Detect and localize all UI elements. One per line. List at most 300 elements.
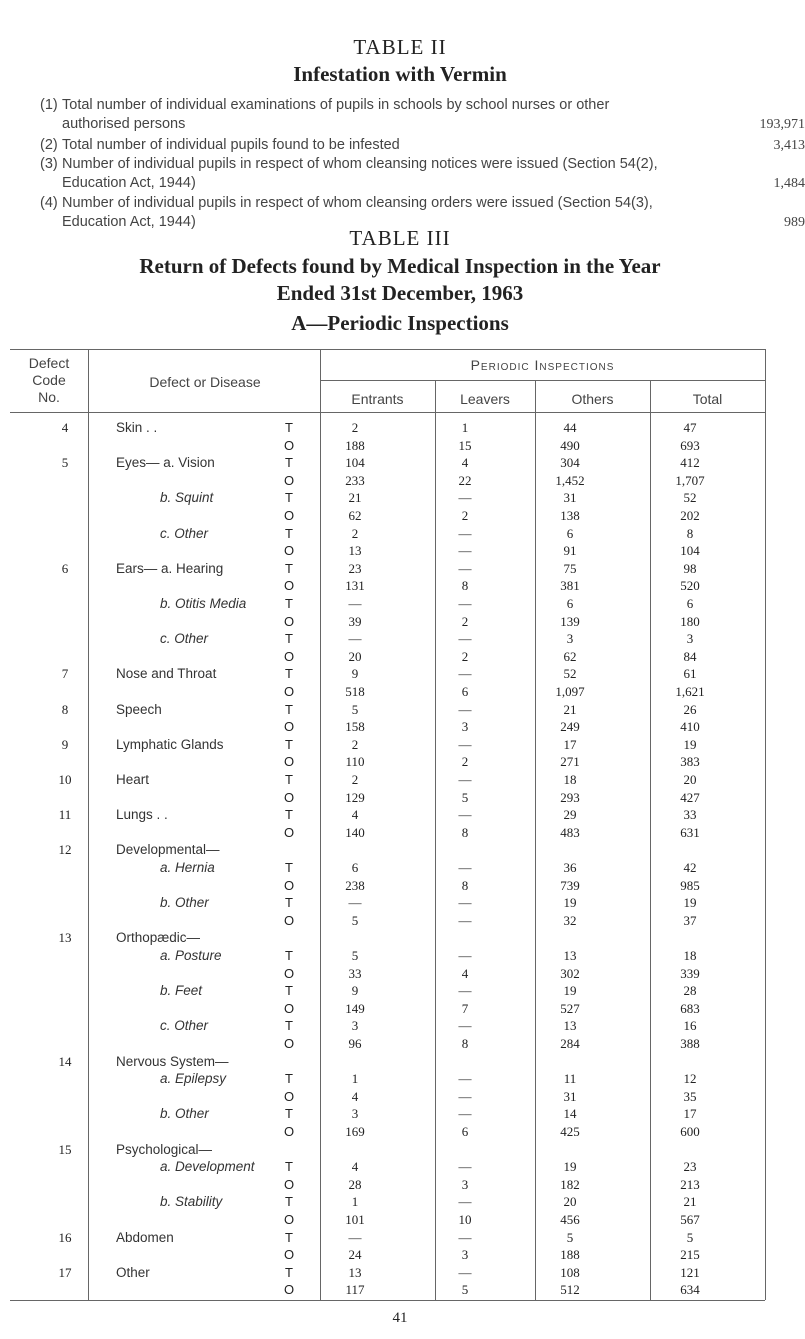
leavers-value: —: [458, 543, 472, 559]
leavers-value: —: [458, 1159, 472, 1175]
type-marker: T: [285, 772, 293, 787]
total-value: 21: [683, 1194, 697, 1210]
header-code-3: No.: [38, 389, 60, 405]
defect-code: 8: [61, 701, 69, 717]
type-marker: O: [283, 543, 295, 559]
total-value: 202: [680, 508, 700, 523]
total-value: 600: [680, 1124, 700, 1139]
table-row: [0, 965, 800, 983]
total-value: 1,621: [675, 684, 705, 699]
leavers-value: 10: [458, 1212, 472, 1227]
entrants-value: 158: [345, 719, 365, 735]
others-value: 14: [563, 1106, 577, 1122]
defect-label: Nose and Throat: [116, 666, 217, 682]
leavers-value: —: [458, 895, 472, 911]
type-marker: T: [285, 1264, 293, 1280]
table-row: [0, 419, 800, 437]
leavers-value: —: [458, 490, 472, 506]
table-row: [0, 1281, 800, 1299]
total-value: 8: [686, 525, 694, 541]
leavers-value: —: [458, 1194, 472, 1210]
type-marker: T: [285, 560, 293, 576]
table3-subheading-year: Ended 31st December, 1963: [276, 281, 524, 305]
total-value: 427: [680, 789, 700, 805]
table-row: [0, 560, 800, 578]
type-marker: O: [283, 789, 295, 805]
table-row: [0, 1053, 800, 1071]
table2-subheading: Infestation with Vermin: [293, 62, 507, 86]
entrants-value: 9: [351, 983, 359, 999]
table3-section-title: A—Periodic Inspections: [291, 311, 509, 335]
entrants-value: —: [348, 596, 362, 611]
entrants-value: —: [348, 895, 362, 911]
entrants-value: 96: [348, 1036, 362, 1051]
total-value: 339: [680, 965, 700, 981]
entrants-value: 6: [351, 860, 359, 875]
table-row: [0, 437, 800, 455]
total-value: 20: [683, 772, 697, 787]
leavers-value: 1: [461, 420, 469, 435]
table-row: [0, 877, 800, 895]
total-value: 121: [680, 1264, 700, 1280]
table-row: [0, 1070, 800, 1088]
table-row: [0, 947, 800, 965]
entrants-value: 2: [351, 525, 359, 541]
defect-label: Other: [116, 1264, 150, 1280]
defect-code: 11: [58, 807, 72, 823]
entrants-value: 33: [348, 965, 362, 981]
others-value: 483: [560, 824, 580, 840]
entrants-value: 2: [351, 736, 359, 752]
defect-code: 17: [58, 1264, 72, 1280]
table3-subheading: Return of Defects found by Medical Inspection in the Year: [139, 254, 661, 278]
defect-code: 7: [61, 666, 69, 682]
table-row: [0, 507, 800, 525]
type-marker: O: [283, 472, 295, 488]
periodic-rule: [320, 380, 765, 381]
item-value: 989: [784, 215, 805, 230]
entrants-value: 5: [351, 701, 359, 717]
leavers-value: —: [458, 631, 472, 647]
others-value: 456: [560, 1212, 580, 1227]
table-row: [0, 1105, 800, 1123]
leavers-value: 3: [461, 719, 469, 735]
total-value: 383: [680, 754, 700, 770]
entrants-value: —: [348, 1229, 362, 1245]
others-value: 271: [560, 754, 580, 770]
defect-label: a. Hernia: [160, 860, 215, 875]
leavers-value: —: [458, 701, 472, 717]
total-value: 52: [683, 490, 697, 506]
type-marker: T: [285, 490, 293, 506]
total-value: 104: [680, 543, 700, 559]
type-marker: O: [283, 578, 295, 594]
others-value: 188: [560, 1247, 580, 1263]
defect-label: Speech: [116, 701, 162, 717]
defect-label: c. Other: [160, 525, 209, 541]
table-row: [0, 648, 800, 666]
item-number: (3): [40, 156, 58, 172]
defect-label: b. Squint: [160, 490, 214, 506]
leavers-value: 4: [461, 965, 469, 981]
total-value: 180: [680, 613, 700, 629]
leavers-value: 8: [461, 578, 469, 594]
table-row: [0, 771, 800, 789]
total-value: 23: [683, 1159, 697, 1175]
header-total: Total: [692, 391, 723, 407]
others-value: 5: [566, 1229, 574, 1245]
defect-code: 15: [58, 1141, 72, 1157]
others-value: 11: [563, 1071, 577, 1087]
table-row: [0, 613, 800, 631]
entrants-value: 20: [348, 648, 362, 664]
type-marker: T: [285, 1018, 293, 1034]
others-value: 1,097: [555, 684, 585, 699]
defect-label: Ears— a. Hearing: [116, 560, 224, 576]
leavers-value: 22: [458, 472, 472, 488]
type-marker: T: [285, 948, 293, 963]
table-row: [0, 736, 800, 754]
entrants-value: 188: [345, 437, 365, 453]
defect-code: 13: [58, 930, 72, 946]
others-value: 91: [563, 543, 577, 559]
entrants-value: 13: [348, 543, 362, 559]
table-row: [0, 1229, 800, 1247]
entrants-value: 131: [345, 578, 365, 594]
others-value: 21: [563, 701, 577, 717]
leavers-value: —: [458, 1106, 472, 1122]
entrants-value: 1: [351, 1194, 359, 1210]
others-value: 31: [563, 1088, 577, 1104]
defect-label: b. Stability: [160, 1194, 223, 1210]
table-row: [0, 630, 800, 648]
total-value: 410: [680, 719, 700, 735]
leavers-value: —: [458, 912, 472, 928]
defect-label: Lymphatic Glands: [116, 736, 224, 752]
leavers-value: —: [458, 1264, 472, 1280]
leavers-value: —: [458, 807, 472, 823]
header-leavers: Leavers: [460, 391, 510, 407]
others-value: 6: [566, 596, 574, 611]
total-value: 98: [683, 560, 697, 576]
header-code-1: Defect: [28, 355, 70, 371]
type-marker: O: [283, 613, 295, 629]
others-value: 3: [566, 631, 574, 647]
total-value: 567: [680, 1212, 700, 1227]
type-marker: O: [283, 1000, 295, 1016]
defect-label: Eyes— a. Vision: [116, 455, 215, 471]
leavers-value: —: [458, 1071, 472, 1087]
entrants-value: —: [348, 631, 362, 647]
others-value: 739: [560, 877, 580, 893]
total-value: 84: [683, 648, 697, 664]
leavers-value: —: [458, 736, 472, 752]
entrants-value: 21: [348, 490, 362, 506]
defect-code: 16: [58, 1229, 72, 1245]
leavers-value: 2: [461, 648, 469, 664]
table-row: [0, 929, 800, 947]
type-marker: O: [283, 1212, 295, 1227]
table-bottom-rule: [10, 1300, 765, 1301]
table-row: [0, 577, 800, 595]
entrants-value: 4: [351, 807, 359, 823]
others-value: 512: [560, 1282, 580, 1298]
total-value: 634: [680, 1282, 700, 1298]
type-marker: T: [285, 807, 293, 823]
defect-label: a. Development: [160, 1159, 255, 1175]
others-value: 108: [560, 1264, 580, 1280]
others-value: 6: [566, 525, 574, 541]
entrants-value: 149: [345, 1000, 365, 1016]
entrants-value: 238: [345, 877, 365, 893]
type-marker: T: [285, 983, 293, 999]
total-value: 61: [683, 666, 697, 682]
table-row: [0, 472, 800, 490]
table-row: [0, 1211, 800, 1229]
others-value: 302: [560, 965, 580, 981]
defect-label: b. Otitis Media: [160, 596, 247, 611]
others-value: 527: [560, 1000, 580, 1016]
type-marker: O: [283, 824, 295, 840]
total-value: 5: [686, 1229, 694, 1245]
total-value: 35: [683, 1088, 697, 1104]
type-marker: T: [285, 596, 293, 611]
leavers-value: —: [458, 772, 472, 787]
defect-label: Lungs . .: [116, 807, 168, 823]
table-top-rule: [10, 349, 765, 350]
table-row: [0, 1246, 800, 1264]
total-value: 16: [683, 1018, 697, 1034]
item-text: Total number of individual examinations of pupils in schools by school nurses or other authorised persons: [62, 97, 610, 132]
leavers-value: 5: [461, 789, 469, 805]
entrants-value: 5: [351, 912, 359, 928]
table2-item: [40, 136, 805, 156]
type-marker: O: [283, 684, 295, 699]
header-others: Others: [571, 391, 614, 407]
others-value: 19: [563, 895, 577, 911]
type-marker: T: [285, 895, 293, 911]
type-marker: O: [283, 754, 295, 770]
others-value: 31: [563, 490, 577, 506]
item-text: Number of individual pupils in respect of whom cleansing notices were issued (Section 54(2), Education Act, 1944): [62, 156, 658, 191]
type-marker: O: [283, 1036, 295, 1051]
entrants-value: 62: [348, 508, 362, 523]
type-marker: T: [285, 736, 293, 752]
leavers-value: 8: [461, 1036, 469, 1051]
others-value: 139: [560, 613, 580, 629]
total-value: 42: [683, 860, 697, 875]
type-marker: O: [283, 1088, 295, 1104]
entrants-value: 9: [351, 666, 359, 682]
total-value: 19: [683, 895, 697, 911]
defect-code: 10: [58, 772, 72, 787]
total-value: 631: [680, 824, 700, 840]
others-value: 36: [563, 860, 577, 875]
entrants-value: 13: [348, 1264, 362, 1280]
entrants-value: 24: [348, 1247, 362, 1263]
leavers-value: 3: [461, 1176, 469, 1192]
total-value: 17: [683, 1106, 697, 1122]
defect-label: c. Other: [160, 631, 209, 647]
item-value: 1,484: [773, 176, 805, 191]
others-value: 13: [563, 1018, 577, 1034]
defect-code: 6: [61, 560, 69, 576]
table3-heading: TABLE III: [349, 226, 451, 250]
others-value: 17: [563, 736, 577, 752]
total-value: 213: [680, 1176, 700, 1192]
table-row: [0, 1264, 800, 1282]
table-row: [0, 789, 800, 807]
item-number: (1): [40, 97, 58, 113]
table-row: [0, 683, 800, 701]
entrants-value: 117: [345, 1282, 365, 1298]
entrants-value: 4: [351, 1159, 359, 1175]
table-row: [0, 841, 800, 859]
type-marker: O: [283, 719, 295, 735]
type-marker: O: [283, 508, 295, 523]
table2-item: [40, 96, 805, 136]
entrants-value: 2: [351, 772, 359, 787]
type-marker: T: [285, 666, 293, 682]
entrants-value: 169: [345, 1124, 365, 1139]
table-row: [0, 753, 800, 771]
table-row: [0, 718, 800, 736]
header-code-2: Code: [32, 372, 66, 388]
type-marker: O: [283, 1176, 295, 1192]
others-value: 249: [560, 719, 580, 735]
others-value: 293: [560, 789, 580, 805]
entrants-value: 4: [351, 1088, 359, 1104]
type-marker: T: [285, 1159, 293, 1175]
leavers-value: 3: [461, 1247, 469, 1263]
table-row: [0, 1035, 800, 1053]
entrants-value: 3: [351, 1018, 359, 1034]
defect-code: 12: [58, 842, 72, 858]
total-value: 520: [680, 578, 700, 594]
leavers-value: 4: [461, 455, 469, 471]
table-row: [0, 1000, 800, 1018]
leavers-value: 8: [461, 824, 469, 840]
type-marker: O: [283, 912, 295, 928]
total-value: 18: [683, 948, 697, 963]
defect-label: b. Other: [160, 1106, 209, 1122]
leavers-value: —: [458, 1088, 472, 1104]
type-marker: T: [285, 860, 293, 875]
entrants-value: 1: [351, 1071, 359, 1087]
type-marker: O: [283, 1247, 295, 1263]
table-row: [0, 912, 800, 930]
type-marker: O: [283, 965, 295, 981]
item-number: (4): [40, 195, 58, 211]
total-value: 3: [686, 631, 694, 647]
entrants-value: 5: [351, 948, 359, 963]
total-value: 47: [683, 420, 697, 435]
leavers-value: 2: [461, 613, 469, 629]
table-row: [0, 701, 800, 719]
others-value: 425: [560, 1124, 580, 1139]
type-marker: T: [285, 1229, 293, 1245]
type-marker: T: [285, 420, 293, 435]
item-text: Number of individual pupils in respect of whom cleansing orders were issued (Section 54(3), Education Act, 1944): [62, 195, 653, 230]
others-value: 44: [563, 420, 577, 435]
table-row: [0, 665, 800, 683]
others-value: 62: [563, 648, 577, 664]
defect-label: Developmental—: [116, 842, 220, 858]
defect-label: Psychological—: [116, 1141, 213, 1157]
leavers-value: —: [458, 860, 472, 875]
others-value: 284: [560, 1036, 580, 1051]
table-row: [0, 595, 800, 613]
table2-item: [40, 155, 805, 195]
leavers-value: —: [458, 596, 472, 611]
leavers-value: 15: [458, 437, 472, 453]
entrants-value: 140: [345, 824, 365, 840]
others-value: 18: [563, 772, 577, 787]
entrants-value: 101: [345, 1212, 365, 1227]
total-value: 1,707: [675, 472, 705, 488]
total-value: 388: [680, 1036, 700, 1051]
defect-code: 4: [61, 420, 69, 435]
type-marker: O: [283, 877, 295, 893]
others-value: 490: [560, 437, 580, 453]
defect-label: Heart: [116, 772, 150, 787]
total-value: 985: [680, 877, 700, 893]
defect-label: Skin . .: [116, 420, 158, 435]
total-value: 12: [683, 1071, 697, 1087]
entrants-value: 23: [348, 560, 362, 576]
table-row: [0, 525, 800, 543]
item-text: Total number of individual pupils found to be infested: [62, 137, 400, 153]
total-value: 28: [683, 983, 697, 999]
table-row: [0, 894, 800, 912]
entrants-value: 39: [348, 613, 362, 629]
leavers-value: —: [458, 666, 472, 682]
defect-label: c. Other: [160, 1018, 209, 1034]
total-value: 26: [683, 701, 697, 717]
type-marker: T: [285, 701, 293, 717]
type-marker: T: [285, 631, 293, 647]
entrants-value: 233: [345, 472, 365, 488]
type-marker: O: [283, 1124, 295, 1139]
leavers-value: —: [458, 525, 472, 541]
leavers-value: —: [458, 1229, 472, 1245]
table-row: [0, 1017, 800, 1035]
others-value: 304: [560, 455, 580, 471]
table-row: [0, 1193, 800, 1211]
leavers-value: 7: [461, 1000, 469, 1016]
defect-label: Nervous System—: [116, 1053, 229, 1069]
table2-heading: TABLE II: [353, 35, 447, 59]
entrants-value: 2: [351, 420, 359, 435]
leavers-value: 2: [461, 754, 469, 770]
table-row: [0, 1158, 800, 1176]
total-value: 215: [680, 1247, 700, 1263]
leavers-value: 6: [461, 1124, 469, 1139]
table-row: [0, 859, 800, 877]
defect-label: Abdomen: [116, 1229, 174, 1245]
type-marker: T: [285, 1194, 293, 1210]
type-marker: O: [283, 648, 295, 664]
leavers-value: —: [458, 560, 472, 576]
others-value: 19: [563, 983, 577, 999]
table-row: [0, 1088, 800, 1106]
total-value: 33: [683, 807, 697, 823]
entrants-value: 518: [345, 684, 365, 699]
item-value: 193,971: [759, 117, 805, 132]
others-value: 32: [563, 912, 577, 928]
defect-label: b. Feet: [160, 983, 203, 999]
others-value: 381: [560, 578, 580, 594]
